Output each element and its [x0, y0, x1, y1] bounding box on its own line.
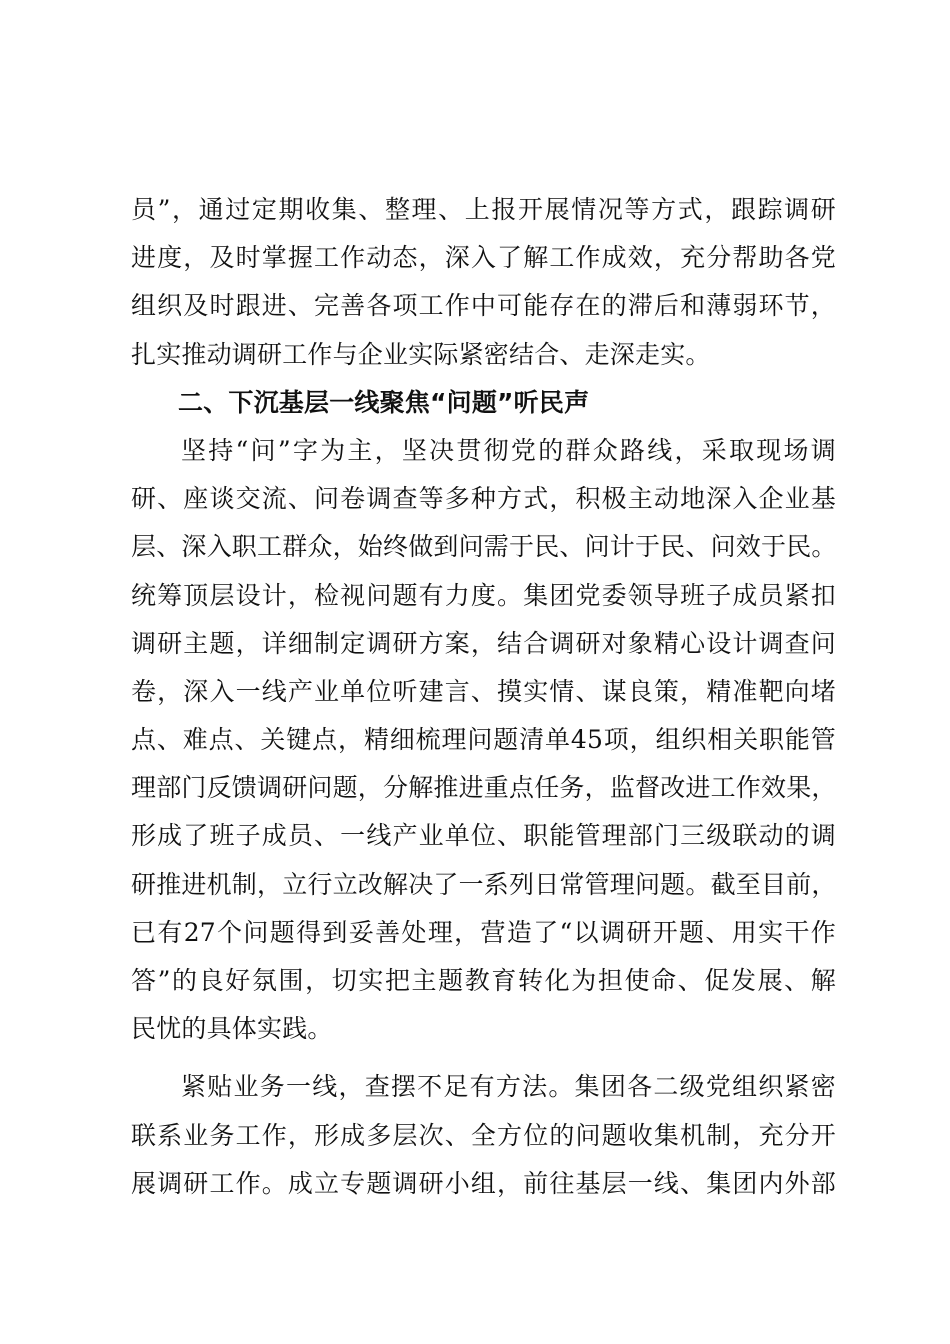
- text-line: 形成了班子成员、一线产业单位、职能管理部门三级联动的调: [131, 821, 836, 851]
- document-body: [131, 186, 836, 1208]
- text-line: 统筹顶层设计，检视问题有力度。集团党委领导班子成员紧扣: [131, 580, 836, 610]
- text-line: 员”，通过定期收集、整理、上报开展情况等方式，跟踪调研: [131, 195, 836, 224]
- text-line: 调研主题，详细制定调研方案，结合调研对象精心设计调查问: [131, 628, 836, 658]
- text-line: 已有27个问题得到妥善处理，营造了“以调研开题、用实干作: [131, 917, 836, 947]
- section-heading: 二、下沉基层一线聚焦“问题”听民声: [178, 387, 590, 417]
- text-line: 理部门反馈调研问题，分解推进重点任务，监督改进工作效果，: [131, 773, 837, 803]
- text-line: 紧贴业务一线，查摆不足有方法。集团各二级党组织紧密: [181, 1072, 836, 1102]
- text-line: 扎实推动调研工作与企业实际紧密结合、走深走实。: [131, 339, 711, 369]
- paragraph-spacer: [131, 1053, 836, 1063]
- text-line: 卷，深入一线产业单位听建言、摸实情、谋良策，精准靶向堵: [131, 676, 836, 706]
- text-line: 坚持“问”字为主，坚决贯彻党的群众路线，采取现场调: [181, 435, 836, 465]
- text-line: 联系业务工作，形成多层次、全方位的问题收集机制，充分开: [131, 1120, 836, 1150]
- text-line: 答”的良好氛围，切实把主题教育转化为担使命、促发展、解: [131, 966, 836, 995]
- text-line: 展调研工作。成立专题调研小组，前往基层一线、集团内外部: [131, 1168, 836, 1198]
- paragraph-2: [131, 427, 836, 1053]
- paragraph-1: [131, 186, 836, 379]
- text-line: 进度，及时掌握工作动态，深入了解工作成效，充分帮助各党: [131, 243, 836, 273]
- text-line: 层、深入职工群众，始终做到问需于民、问计于民、问效于民。: [131, 532, 837, 562]
- text-line: 研、座谈交流、问卷调查等多种方式，积极主动地深入企业基: [131, 484, 836, 514]
- paragraph-3: [131, 1063, 836, 1208]
- text-line: 组织及时跟进、完善各项工作中可能存在的滞后和薄弱环节，: [131, 291, 836, 321]
- text-line: 民忧的具体实践。: [131, 1014, 333, 1044]
- text-line: 研推进机制，立行立改解决了一系列日常管理问题。截至目前，: [131, 869, 837, 899]
- text-line: 点、难点、关键点，精细梳理问题清单45项，组织相关职能管: [131, 725, 836, 755]
